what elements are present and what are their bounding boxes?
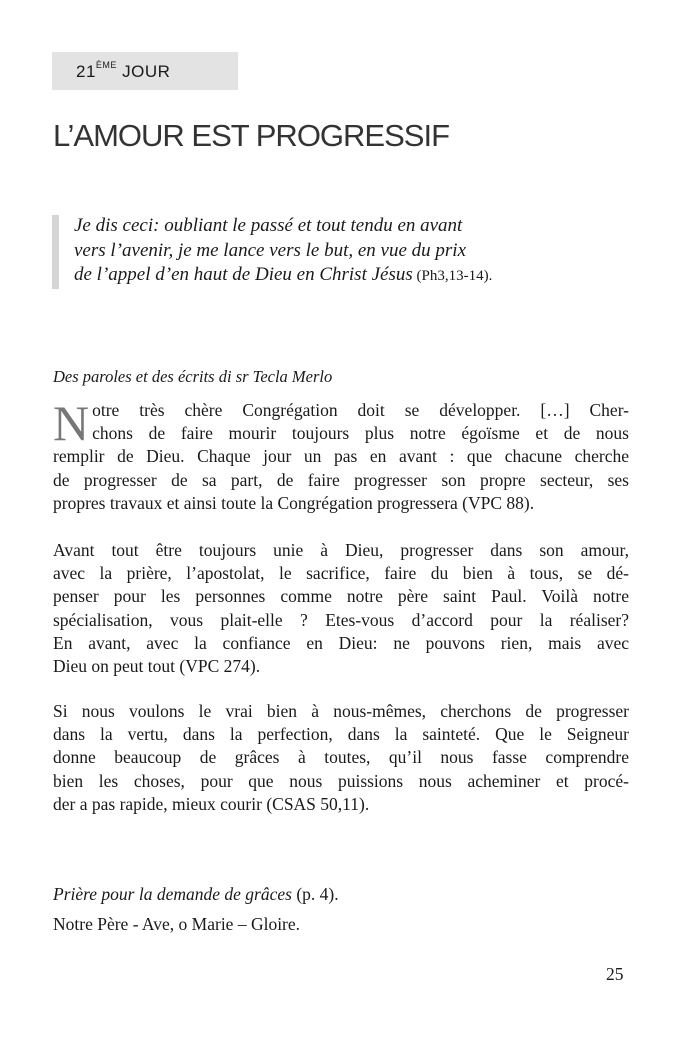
paragraph-line: Dieu on peut tout (VPC 274). xyxy=(53,656,261,677)
source-heading: Des paroles et des écrits di sr Tecla Merlo xyxy=(53,367,333,386)
paragraph-line: donne beaucoup de grâces à toutes, qu’il nous fasse comprendre xyxy=(53,747,629,768)
day-word: JOUR xyxy=(122,62,171,81)
paragraph-3 xyxy=(53,700,629,816)
prayer-heading-ref: (p. 4). xyxy=(291,884,339,904)
paragraph-line: remplir de Dieu. Chaque jour un pas en avant : que chacune cherche xyxy=(53,446,629,467)
paragraph-line: avec la prière, l’apostolat, le sacrifice, faire du bien à tous, se dé- xyxy=(53,563,629,584)
paragraph-line: Avant tout être toujours unie à Dieu, progresser dans son amour, xyxy=(53,540,629,560)
paragraph-line: chons de faire mourir toujours plus notre égoïsme et de nous xyxy=(92,423,629,444)
day-label-band xyxy=(52,52,238,90)
page-title: L’AMOUR EST PROGRESSIF xyxy=(53,118,450,153)
epigraph-bar xyxy=(52,215,59,289)
prayer-heading xyxy=(53,884,339,905)
epigraph-line: Je dis ceci: oubliant le passé et tout tendu en avant xyxy=(74,215,463,236)
paragraph-line: Si nous voulons le vrai bien à nous-mêmes, cherchons de progresser xyxy=(53,701,629,721)
paragraph-line: propres travaux et ainsi toute la Congrégation progressera (VPC 88). xyxy=(53,492,535,513)
epigraph xyxy=(74,214,614,289)
prayer-line: Notre Père - Ave, o Marie – Gloire. xyxy=(53,914,301,934)
epigraph-line-text: de l’appel d’en haut de Dieu en Christ Jésus xyxy=(74,264,413,285)
paragraph-line: der a pas rapide, mieux courir (CSAS 50,11). xyxy=(53,793,370,814)
day-number: 21 xyxy=(76,62,96,81)
paragraph-line: de progresser de sa part, de faire progresser son propre secteur, ses xyxy=(53,469,629,490)
drop-cap: N xyxy=(53,395,90,451)
paragraph-line: otre très chère Congrégation doit se développer. […] Cher- xyxy=(92,400,629,420)
page-number: 25 xyxy=(606,964,624,984)
paragraph-2 xyxy=(53,539,629,678)
paragraph-1 xyxy=(53,395,629,515)
paragraph-line: penser pour les personnes comme notre père saint Paul. Voilà notre xyxy=(53,586,629,607)
day-ordinal-suffix: ÈME xyxy=(95,60,117,71)
prayer-heading-title: Prière pour la demande de grâces xyxy=(53,884,292,904)
paragraph-line: spécialisation, vous plait-elle ? Etes-vous d’accord pour la réaliser? xyxy=(53,609,629,630)
paragraph-line: bien les choses, pour que nous puissions nous acheminer et procé- xyxy=(53,770,629,791)
epigraph-reference: (Ph3,13-14). xyxy=(412,268,493,284)
epigraph-line: vers l’avenir, je me lance vers le but, en vue du prix xyxy=(74,239,467,261)
paragraph-line: dans la vertu, dans la perfection, dans la sainteté. Que le Seigneur xyxy=(53,724,629,745)
epigraph-line xyxy=(74,263,614,289)
paragraph-line: En avant, avec la confiance en Dieu: ne pouvons rien, mais avec xyxy=(53,632,629,653)
